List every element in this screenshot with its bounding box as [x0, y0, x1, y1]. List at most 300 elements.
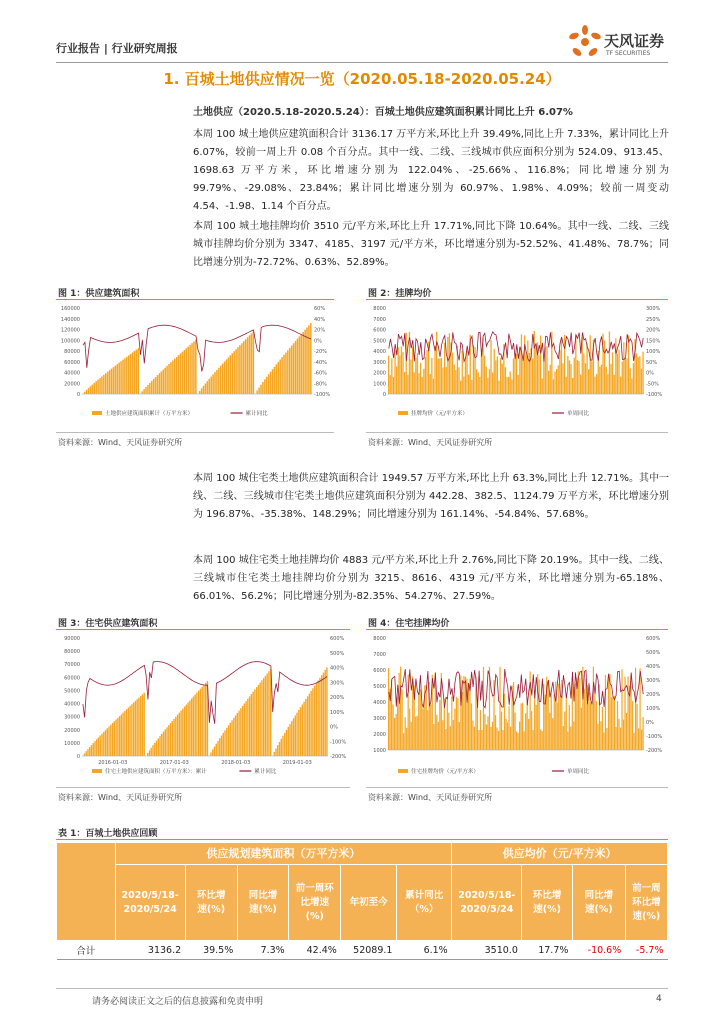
bar	[527, 703, 528, 750]
bar	[558, 365, 559, 394]
bar	[417, 716, 418, 750]
figure-3-chart	[56, 632, 350, 780]
bar	[144, 693, 145, 756]
legend-swatch-bar	[92, 411, 102, 415]
bar	[490, 727, 491, 750]
bar	[529, 353, 530, 394]
bar	[103, 375, 105, 394]
y-tick-right: -100%	[646, 392, 663, 398]
bar	[295, 341, 297, 394]
bar	[235, 715, 236, 756]
bar	[628, 335, 629, 394]
figure-4-chart	[366, 632, 668, 780]
bar	[569, 360, 570, 394]
bar	[241, 343, 243, 394]
bar	[553, 379, 554, 394]
bar	[143, 389, 145, 394]
bar	[216, 744, 217, 756]
bar	[129, 706, 130, 756]
bar	[566, 695, 567, 750]
y-tick-right: 0%	[330, 724, 338, 731]
bar	[560, 696, 561, 750]
bar	[603, 732, 604, 750]
bar	[239, 345, 241, 394]
y-tick-right: 500%	[646, 650, 661, 656]
y-tick-left: 140000	[60, 316, 80, 323]
bar	[218, 368, 220, 394]
y-tick-right: 200%	[646, 327, 661, 334]
bar	[278, 362, 280, 394]
bar	[611, 697, 612, 750]
figure-3-title: 图 3：住宅供应建筑面积	[58, 619, 158, 629]
report-breadcrumb: 行业报告 | 行业研究周报	[56, 42, 178, 55]
bar	[84, 392, 86, 394]
bar	[86, 751, 87, 756]
bar	[316, 683, 317, 756]
y-tick-right: 0%	[646, 720, 654, 726]
bar	[224, 730, 225, 756]
x-tick: 2018-01-03	[221, 760, 251, 766]
bar	[207, 381, 209, 394]
bar	[620, 377, 621, 394]
bar	[447, 697, 448, 750]
bar	[307, 696, 308, 756]
bar	[608, 676, 609, 750]
y-tick-left: 60000	[64, 359, 80, 366]
bar	[308, 325, 310, 394]
bar	[518, 733, 519, 750]
bar	[279, 360, 281, 394]
bar	[456, 697, 457, 750]
bar	[158, 738, 159, 756]
paragraph-residential-price: 本周 100 城住宅类土地挂牌均价 4883 元/平方米,环比上升 2.76%,同比下降 20.19%。其中一线、二线、三线城市住宅类土地挂牌均价分别为 3215、8616、4319 元/平方米，环比增速分别为-65.18%、66.01%、56.2%；同比增速分别为-82.35%、54.27%、27.59%。	[193, 555, 669, 602]
bar	[554, 372, 555, 394]
bar	[136, 699, 137, 756]
subheading-highlight: 百城土地供应建筑面积累计同比上升 6.07%	[374, 107, 573, 118]
y-tick-right: 600%	[646, 636, 661, 642]
bar	[612, 696, 613, 750]
bar	[223, 733, 224, 756]
bar	[235, 349, 237, 394]
figure-1-chart	[56, 302, 334, 422]
paragraph-price: 本周 100 城土地挂牌均价 3510 元/平方米,环比上升 17.71%,同比下降 10.64%。其中一线、二线、三线城市挂牌均价分别为 3347、4185、3197 元/平方米，环比增速分别为-52.52%、41.48%、78.7%；同比增速分别为-72.72%、0.63%、52.89%。	[193, 221, 669, 268]
bar	[449, 333, 450, 394]
figure-3-source-rule	[56, 787, 350, 788]
bar	[247, 699, 248, 756]
cell: 39.5%	[185, 941, 237, 960]
bar	[222, 364, 224, 394]
bar	[466, 351, 467, 394]
bar	[636, 353, 637, 394]
bar	[421, 704, 422, 750]
legend-bar-label: 住宅挂牌均价（元/平方米）	[411, 769, 479, 775]
bar	[161, 371, 163, 394]
y-tick-right: -40%	[314, 359, 327, 366]
table-col-header: 2020/5/18-2020/5/24	[115, 865, 185, 941]
bar	[594, 377, 595, 394]
bar	[481, 353, 482, 394]
bar	[551, 690, 552, 750]
bar	[623, 342, 624, 394]
bar	[184, 350, 186, 394]
paragraph-residential-supply: 本周 100 城住宅类土地供应建筑面积合计 1949.57 万平方米,环比上升 63.3%,同比上升 12.71%。其中一线、二线、三线城市住宅类土地供应建筑面积分别为 442.28、382.5、1124.79 万平方米，环比增速分别为 196.87%、-35.38%、148.29%；同比增速分别为 161.14%、-54.84%、57.68%。	[193, 473, 669, 520]
bar	[496, 728, 497, 750]
bar	[573, 721, 574, 750]
y-tick-left: 7000	[373, 652, 386, 658]
bar	[472, 720, 473, 750]
bar	[212, 374, 214, 394]
bar	[511, 380, 512, 394]
bar	[317, 680, 318, 756]
bar	[268, 671, 269, 756]
bar	[105, 730, 106, 756]
bar	[623, 720, 624, 750]
y-tick-right: -200%	[646, 748, 663, 754]
bar	[433, 379, 434, 394]
y-tick-left: 4000	[373, 349, 386, 355]
bar	[124, 711, 125, 756]
bar	[396, 714, 397, 750]
bar	[296, 713, 297, 756]
bar	[212, 749, 213, 756]
bar	[593, 667, 594, 750]
bar	[540, 336, 541, 394]
y-tick-right: -80%	[314, 381, 327, 388]
bar	[626, 358, 627, 394]
bar	[214, 746, 215, 756]
bar	[282, 736, 283, 756]
bar	[492, 722, 493, 750]
bar	[614, 696, 615, 750]
figure-1-rule	[56, 299, 334, 300]
bar	[581, 708, 582, 750]
bar	[286, 730, 287, 756]
bar	[277, 745, 278, 756]
bar	[254, 689, 255, 756]
bar	[124, 358, 126, 394]
bar	[574, 358, 575, 394]
bar	[454, 364, 455, 394]
bar	[468, 375, 469, 394]
legend-bar-label: 土地供应建筑面积累计（万平方米）	[105, 411, 194, 417]
bar	[110, 725, 111, 756]
bar	[228, 357, 230, 394]
bar	[535, 347, 536, 394]
bar	[260, 385, 262, 394]
bar	[442, 720, 443, 750]
bar	[430, 704, 431, 750]
bar	[455, 370, 456, 394]
figure-2-chart	[366, 302, 668, 422]
bar	[394, 718, 395, 750]
bar	[94, 383, 96, 394]
bar	[570, 364, 571, 394]
bar	[545, 347, 546, 394]
bar	[516, 732, 517, 750]
bar	[557, 702, 558, 750]
y-tick-left: 8000	[373, 636, 386, 642]
bar	[112, 723, 113, 756]
y-tick-left: 30000	[64, 714, 80, 721]
bar	[214, 372, 216, 394]
brand-logo	[568, 24, 678, 64]
bar	[596, 374, 597, 394]
table-col-header: 年初至今	[341, 865, 397, 941]
bar	[266, 377, 268, 394]
bar	[258, 685, 259, 756]
bar	[495, 715, 496, 750]
bar	[157, 375, 159, 394]
bar	[284, 733, 285, 756]
bar	[549, 713, 550, 750]
bar	[119, 716, 120, 756]
bar	[536, 705, 537, 750]
y-tick-left: 80000	[64, 649, 80, 656]
bar	[140, 696, 141, 756]
bar	[272, 369, 274, 394]
bar	[391, 358, 392, 394]
bar	[163, 369, 165, 394]
y-tick-right: 40%	[314, 316, 326, 323]
y-tick-left: 2000	[373, 732, 386, 738]
bar	[299, 336, 301, 394]
bar	[128, 355, 130, 394]
bar	[448, 713, 449, 750]
bar	[590, 702, 591, 750]
bar	[111, 369, 113, 394]
row-label: 合计	[57, 941, 116, 960]
bar	[87, 749, 88, 756]
bar	[572, 378, 573, 394]
bar	[301, 334, 303, 394]
bar	[147, 753, 148, 756]
bar	[618, 350, 619, 394]
bar	[460, 381, 461, 394]
bar	[191, 699, 192, 756]
bar	[510, 727, 511, 750]
bar	[495, 360, 496, 394]
bar	[417, 353, 418, 394]
cell: 17.7%	[522, 941, 573, 960]
bar	[126, 357, 128, 394]
bar	[173, 719, 174, 756]
figure-2-source: 资料来源：Wind、天风证券研究所	[368, 438, 493, 447]
bar	[390, 375, 391, 394]
bar	[94, 741, 95, 756]
y-tick-left: 120000	[60, 327, 80, 334]
bar	[500, 358, 501, 394]
bar	[187, 703, 188, 756]
bar	[478, 730, 479, 750]
bar	[638, 728, 639, 750]
bar	[95, 381, 97, 394]
bar	[291, 721, 292, 756]
y-tick-left: 100000	[60, 338, 80, 345]
bar	[527, 340, 528, 394]
bar	[498, 381, 499, 394]
bar	[418, 693, 419, 750]
section-title: 1. 百城土地供应情况一览（2020.05.18-2020.05.24）	[163, 70, 561, 88]
bar	[300, 707, 301, 756]
bar	[401, 346, 402, 394]
bar	[281, 739, 282, 756]
bar	[293, 718, 294, 756]
bar	[121, 714, 122, 756]
bar	[193, 697, 194, 756]
bar	[423, 369, 424, 394]
bar	[199, 391, 201, 394]
bar	[166, 727, 167, 756]
bar	[310, 323, 312, 394]
bar	[567, 356, 568, 394]
figure-2-source-rule	[366, 432, 668, 433]
bar	[130, 354, 132, 394]
bar	[132, 352, 134, 394]
bar	[434, 346, 435, 394]
bar	[438, 358, 439, 394]
bar	[463, 676, 464, 750]
bar	[109, 370, 111, 394]
bar	[548, 682, 549, 750]
logo-subtext: TF SECURITIES	[606, 50, 651, 57]
bar	[135, 701, 136, 756]
y-tick-left: 0	[76, 754, 80, 760]
bar	[489, 369, 490, 394]
bar	[606, 728, 607, 750]
bar	[452, 352, 453, 394]
figure-3-rule	[56, 629, 350, 630]
bar	[253, 331, 255, 394]
figure-4-source: 资料来源：Wind、天风证券研究所	[368, 793, 493, 802]
bar	[291, 346, 293, 394]
bar	[542, 378, 543, 394]
y-tick-right: 0%	[646, 370, 654, 377]
bar	[159, 373, 161, 394]
subheading-prefix: 土地供应（2020.5.18-2020.5.24）：	[193, 107, 375, 118]
bar	[447, 337, 448, 394]
bar	[180, 353, 182, 394]
bar	[577, 360, 578, 394]
y-tick-right: 500%	[330, 650, 345, 657]
bar	[514, 353, 515, 394]
bar	[436, 715, 437, 750]
bar	[324, 670, 325, 756]
bar	[186, 348, 188, 394]
bar	[612, 352, 613, 394]
paragraph-supply: 本周 100 城土地供应建筑面积合计 3136.17 万平方米,环比上升 39.49%,同比上升 7.33%，累计同比上升 6.07%，较前一周上升 0.08 个百分点。其中一线、二线、三线城市供应面积分别为 524.09、913.45、1698.63 万平方米，环比增速分别为 122.04%、-25.66%、116.8%；同比增速分别为 99.79%、-29.08%、23.84%；累计同比增速分别为 60.97%、1.98%、4.09%；较前一周变动 4.54、-1.98、1.14 个百分点。	[193, 129, 669, 212]
y-tick-right: 200%	[646, 692, 661, 698]
bar	[101, 376, 103, 394]
y-tick-right: 100%	[646, 706, 661, 712]
bar	[486, 724, 487, 750]
bar	[399, 355, 400, 394]
bar	[605, 675, 606, 750]
bar	[415, 358, 416, 394]
bar	[309, 694, 310, 756]
bar	[487, 716, 488, 750]
figure-4-title: 图 4：住宅挂牌均价	[368, 619, 450, 629]
y-tick-right: -50%	[646, 381, 659, 388]
bar	[128, 708, 129, 756]
bar	[531, 711, 532, 750]
bar	[172, 721, 173, 756]
bar	[558, 684, 559, 750]
bar	[633, 363, 634, 394]
bar	[607, 374, 608, 394]
bar	[149, 750, 150, 756]
bar	[422, 377, 423, 394]
bar	[256, 391, 258, 394]
bar	[323, 673, 324, 756]
y-tick-right: 400%	[330, 665, 345, 672]
bar	[90, 386, 92, 394]
bar	[433, 724, 434, 750]
bar	[550, 365, 551, 394]
bar	[289, 724, 290, 756]
bar	[115, 366, 117, 394]
bar	[256, 687, 257, 756]
bar	[626, 713, 627, 750]
bar	[163, 732, 164, 756]
bar	[505, 367, 506, 394]
bar	[631, 378, 632, 394]
bar	[117, 718, 118, 756]
bar	[502, 364, 503, 394]
bar	[285, 352, 287, 394]
bar	[164, 368, 166, 394]
bar	[480, 710, 481, 750]
bar	[252, 692, 253, 756]
cell-negative: -5.7%	[625, 941, 667, 960]
bar	[268, 374, 270, 394]
cell: 52089.1	[341, 941, 397, 960]
bar	[499, 667, 500, 750]
bar	[564, 711, 565, 750]
supply-review-table	[56, 842, 668, 960]
bar	[569, 705, 570, 750]
bar	[486, 367, 487, 394]
bar	[262, 382, 264, 394]
bar	[602, 707, 603, 750]
bar	[297, 339, 299, 394]
bar	[532, 358, 533, 394]
bar	[191, 343, 193, 394]
bar	[276, 364, 278, 394]
bar	[597, 724, 598, 750]
bar	[508, 377, 509, 394]
bar	[226, 728, 227, 756]
x-tick: 2017-01-03	[159, 760, 189, 766]
legend-line-label: 累计同比	[245, 411, 268, 417]
cell-negative: -10.6%	[572, 941, 625, 960]
bar	[552, 718, 553, 750]
bar	[136, 350, 138, 394]
bar	[585, 363, 586, 394]
bar	[522, 357, 523, 394]
table-col-header: 前一周环比增速(%)	[625, 865, 667, 941]
bar	[226, 359, 228, 394]
bar	[149, 383, 151, 394]
bar	[265, 676, 266, 756]
bar	[261, 680, 262, 756]
bar	[258, 388, 260, 394]
bar	[540, 729, 541, 750]
y-tick-left: 0	[382, 392, 386, 398]
bar	[86, 390, 88, 394]
bar	[627, 676, 628, 750]
bar	[406, 333, 407, 394]
bar	[451, 697, 452, 750]
